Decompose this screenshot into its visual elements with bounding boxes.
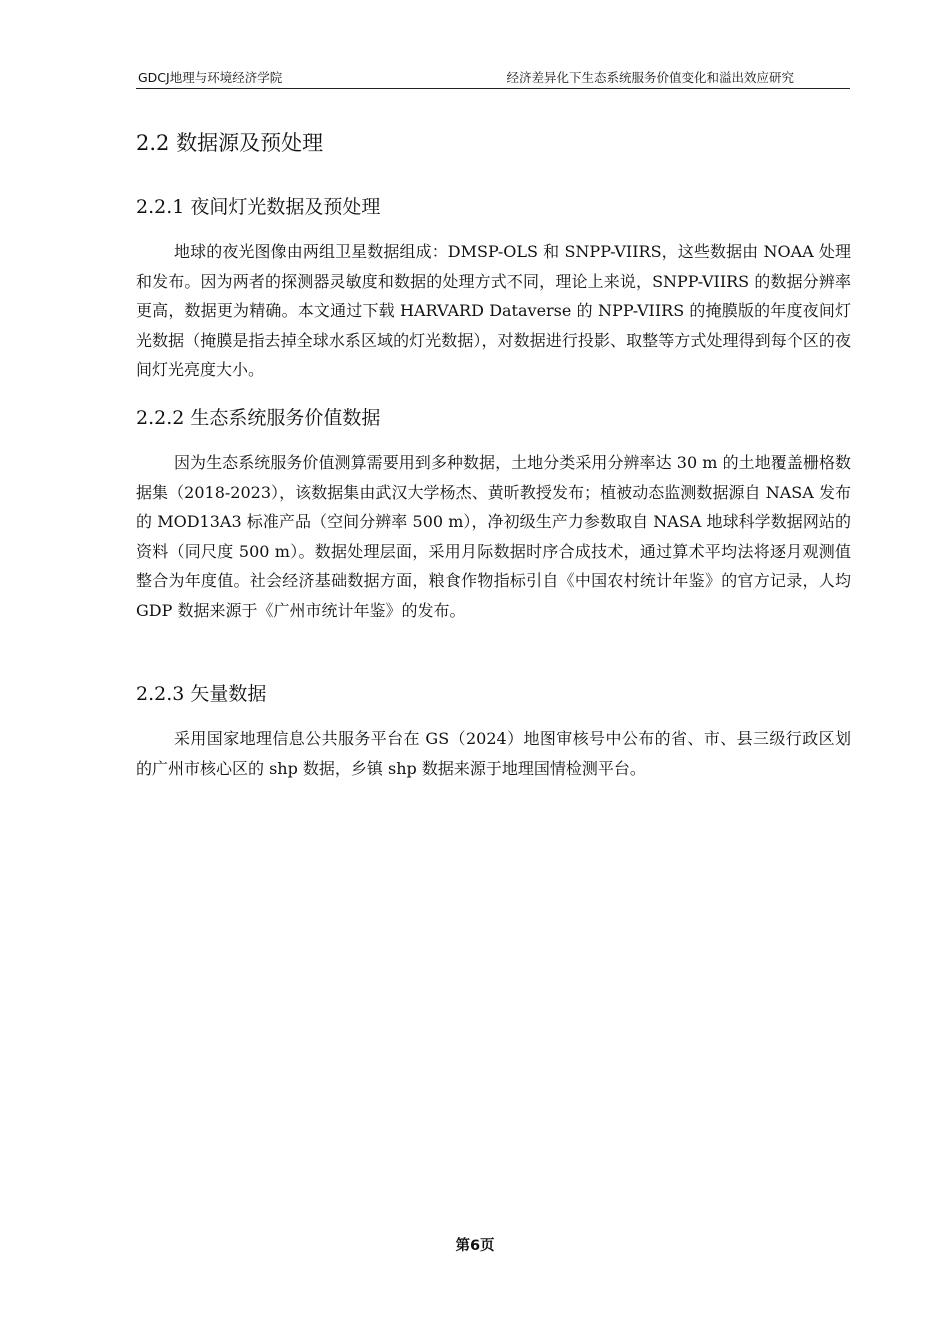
subsection-title-ecosystem-value: 2.2.2 生态系统服务价值数据	[136, 407, 381, 429]
subsection-title-vector-data: 2.2.3 矢量数据	[136, 683, 267, 705]
paragraph-ecosystem-value: 因为生态系统服务价值测算需要用到多种数据，土地分类采用分辨率达 30 m 的土地覆盖栅格数据集（2018-2023），该数据集由武汉大学杨杰、黄昕教授发布；植被动态监测数据源自 NASA 发布的 MOD13A3 标准产品（空间分辨率 500 m），净初级生产力参数取自 NASA 地球科学数据网站的资料（同尺度 500 m）。数据处理层面，采用月际数据时序合成技术，通过算术平均法将逐月观测值整合为年度值。社会经济基础数据方面，粮食作物指标引自《中国农村统计年鉴》的官方记录，人均 GDP 数据来源于《广州市统计年鉴》的发布。	[136, 453, 851, 620]
header-paper-title: 经济差异化下生态系统服务价值变化和溢出效应研究	[506, 70, 794, 85]
paragraph-nightlight: 地球的夜光图像由两组卫星数据组成：DMSP-OLS 和 SNPP-VIIRS，这些数据由 NOAA 处理和发布。因为两者的探测器灵敏度和数据的处理方式不同，理论上来说，SNPP-VIIRS 的数据分辨率更高，数据更为精确。本文通过下载 HARVARD Dataverse 的 NPP-VIIRS 的掩膜版的年度夜间灯光数据（掩膜是指去掉全球水系区域的灯光数据），对数据进行投影、取整等方式处理得到每个区的夜间灯光亮度大小。	[136, 242, 851, 379]
page-header	[136, 70, 850, 89]
subsection-title-nightlight: 2.2.1 夜间灯光数据及预处理	[136, 196, 381, 218]
paragraph-vector-data: 采用国家地理信息公共服务平台在 GS（2024）地图审核号中公布的省、市、县三级行政区划的广州市核心区的 shp 数据，乡镇 shp 数据来源于地理国情检测平台。	[136, 729, 851, 778]
header-institution: GDCJ地理与环境经济学院	[138, 70, 283, 85]
section-title: 2.2 数据源及预处理	[136, 131, 324, 155]
page-number: 第6页	[455, 1238, 495, 1254]
